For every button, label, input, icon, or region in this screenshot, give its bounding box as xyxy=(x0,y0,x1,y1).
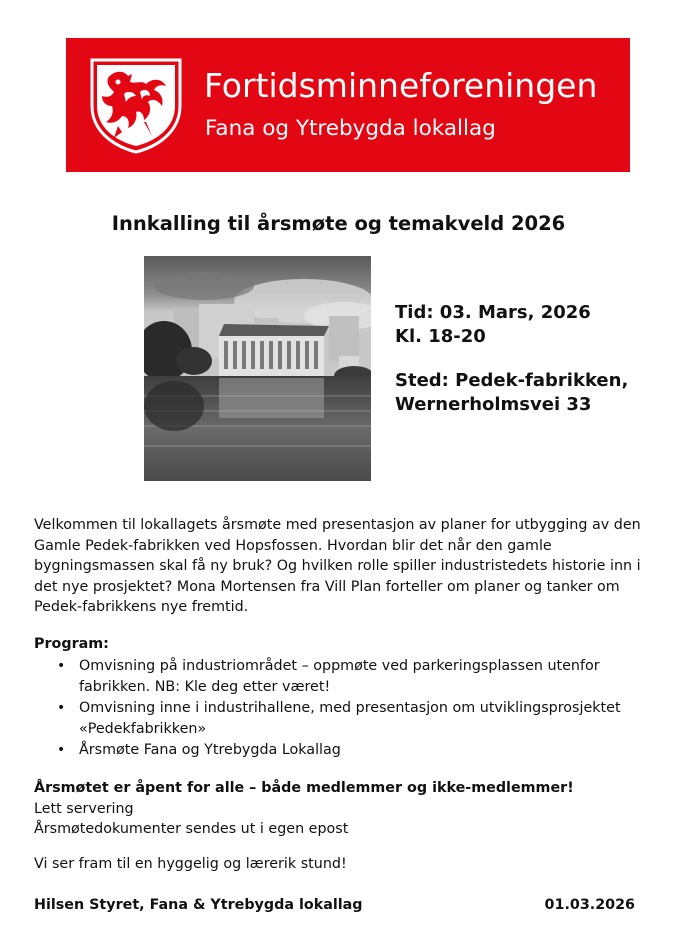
event-address: Wernerholmsvei 33 xyxy=(395,394,592,415)
intro-paragraph: Velkommen til lokallagets årsmøte med presentasjon av planer for utbygging av den Gamle Pedek-fabrikken ved Hopsfossen. Hvordan blir det når den gamle bygningsmassen skal få ny bruk? Og hvilken rolle spiller industristedets historie inn i det nye prosjektet? Mona Mortensen fra Vill Plan forteller om planer og tanker om Pedek-fabrikkens nye fremtid. xyxy=(34,517,641,615)
event-date: Tid: 03. Mars, 2026 xyxy=(395,302,591,323)
program-list xyxy=(52,656,652,762)
organization-name: Fortidsminneforeningen xyxy=(204,66,598,105)
program-item-text: Omvisning på industriområdet – oppmøte ved parkeringsplassen utenfor fabrikken. NB: Kle deg etter været! xyxy=(79,658,600,695)
program-item xyxy=(52,656,652,697)
document-date: 01.03.2026 xyxy=(544,897,635,913)
bullet-icon: • xyxy=(57,700,66,716)
page-title: Innkalling til årsmøte og temakveld 2026 xyxy=(111,212,566,235)
factory-photo xyxy=(144,256,371,481)
bullet-icon: • xyxy=(57,742,66,758)
event-time xyxy=(395,301,591,349)
heraldic-dragon-crest-icon xyxy=(88,56,184,154)
header-banner xyxy=(66,38,630,172)
program-heading: Program: xyxy=(34,636,109,652)
look-forward-note: Vi ser fram til en hyggelig og lærerik stund! xyxy=(34,856,347,872)
event-hours: Kl. 18-20 xyxy=(395,326,486,347)
program-item xyxy=(52,698,652,739)
program-item-text: Omvisning inne i industrihallene, med presentasjon om utviklingsprosjektet «Pedekfabrikken» xyxy=(79,700,621,737)
event-location xyxy=(395,369,628,417)
documents-note: Årsmøtedokumenter sendes ut i egen epost xyxy=(34,821,349,837)
signature: Hilsen Styret, Fana & Ytrebygda lokallag xyxy=(34,897,363,913)
open-to-all-note: Årsmøtet er åpent for alle – både medlemmer og ikke-medlemmer! xyxy=(34,780,574,796)
factory-photo-image xyxy=(144,256,371,481)
program-item xyxy=(52,740,652,761)
closing-notes xyxy=(34,778,574,840)
program-item-text: Årsmøte Fana og Ytrebygda Lokallag xyxy=(79,742,341,758)
serving-note: Lett servering xyxy=(34,800,134,817)
bullet-icon: • xyxy=(57,658,66,674)
branch-name: Fana og Ytrebygda lokallag xyxy=(205,116,496,141)
event-venue: Sted: Pedek-fabrikken, xyxy=(395,370,629,391)
